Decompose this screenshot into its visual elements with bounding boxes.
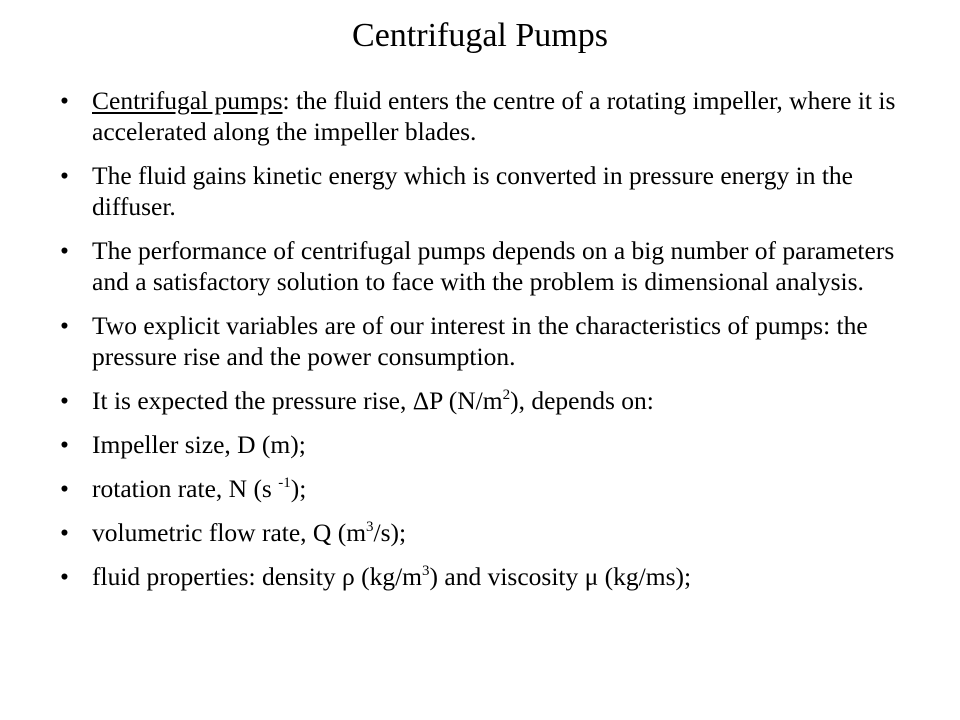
bullet-text-pre: rotation rate, N (s [92,474,279,503]
bullet-impeller-size [60,429,930,460]
bullet-text-post: ); [290,474,307,503]
bullet-fluid-properties [60,561,930,592]
bullet-dot: • [60,86,69,115]
superscript: 3 [366,519,374,535]
bullet-text: : the fluid enters the centre of a rotating impeller, where it is accelerated along the impeller blades. [92,86,896,146]
superscript: 3 [422,563,430,579]
bullet-text-post: /s); [373,518,407,547]
bullet-dot: • [60,518,69,547]
bullet-volumetric-flow-rate [60,517,930,548]
bullet-dot: • [60,236,69,265]
bullet-text-pre: volumetric flow rate, Q (m [92,518,367,547]
term-centrifugal-pumps: Centrifugal pumps [92,86,283,115]
superscript: 2 [502,387,511,403]
bullet-text-post: ) and viscosity μ (kg/ms); [429,562,692,591]
bullet-rotation-rate [60,473,930,504]
bullet-dot: • [60,562,69,591]
bullet-explicit-variables [60,310,930,372]
bullet-dot: • [60,161,69,190]
bullet-centrifugal-pumps-definition [60,85,930,147]
bullet-kinetic-energy [60,160,930,222]
bullet-text: Two explicit variables are of our interest in the characteristics of pumps: the pressure rise and the power consumption. [92,311,868,371]
bullet-text-pre: It is expected the pressure rise, ΔP (N/m [92,386,503,415]
bullet-dot: • [60,430,69,459]
bullet-text-pre: fluid properties: density ρ (kg/m [92,562,423,591]
slide-title: Centrifugal Pumps [352,17,608,54]
bullet-pressure-rise [60,385,930,416]
bullet-text: The fluid gains kinetic energy which is converted in pressure energy in the diffuser. [92,161,854,221]
bullet-dot: • [60,386,69,415]
bullet-text-post: ), depends on: [510,386,654,415]
bullet-dot: • [60,311,69,340]
bullet-list [60,85,930,605]
superscript: -1 [278,475,291,491]
bullet-dot: • [60,474,69,503]
bullet-text: Impeller size, D (m); [92,430,306,459]
bullet-performance [60,235,930,297]
bullet-text: The performance of centrifugal pumps depends on a big number of parameters and a satisfactory solution to face with the problem is dimensional analysis. [92,236,895,296]
